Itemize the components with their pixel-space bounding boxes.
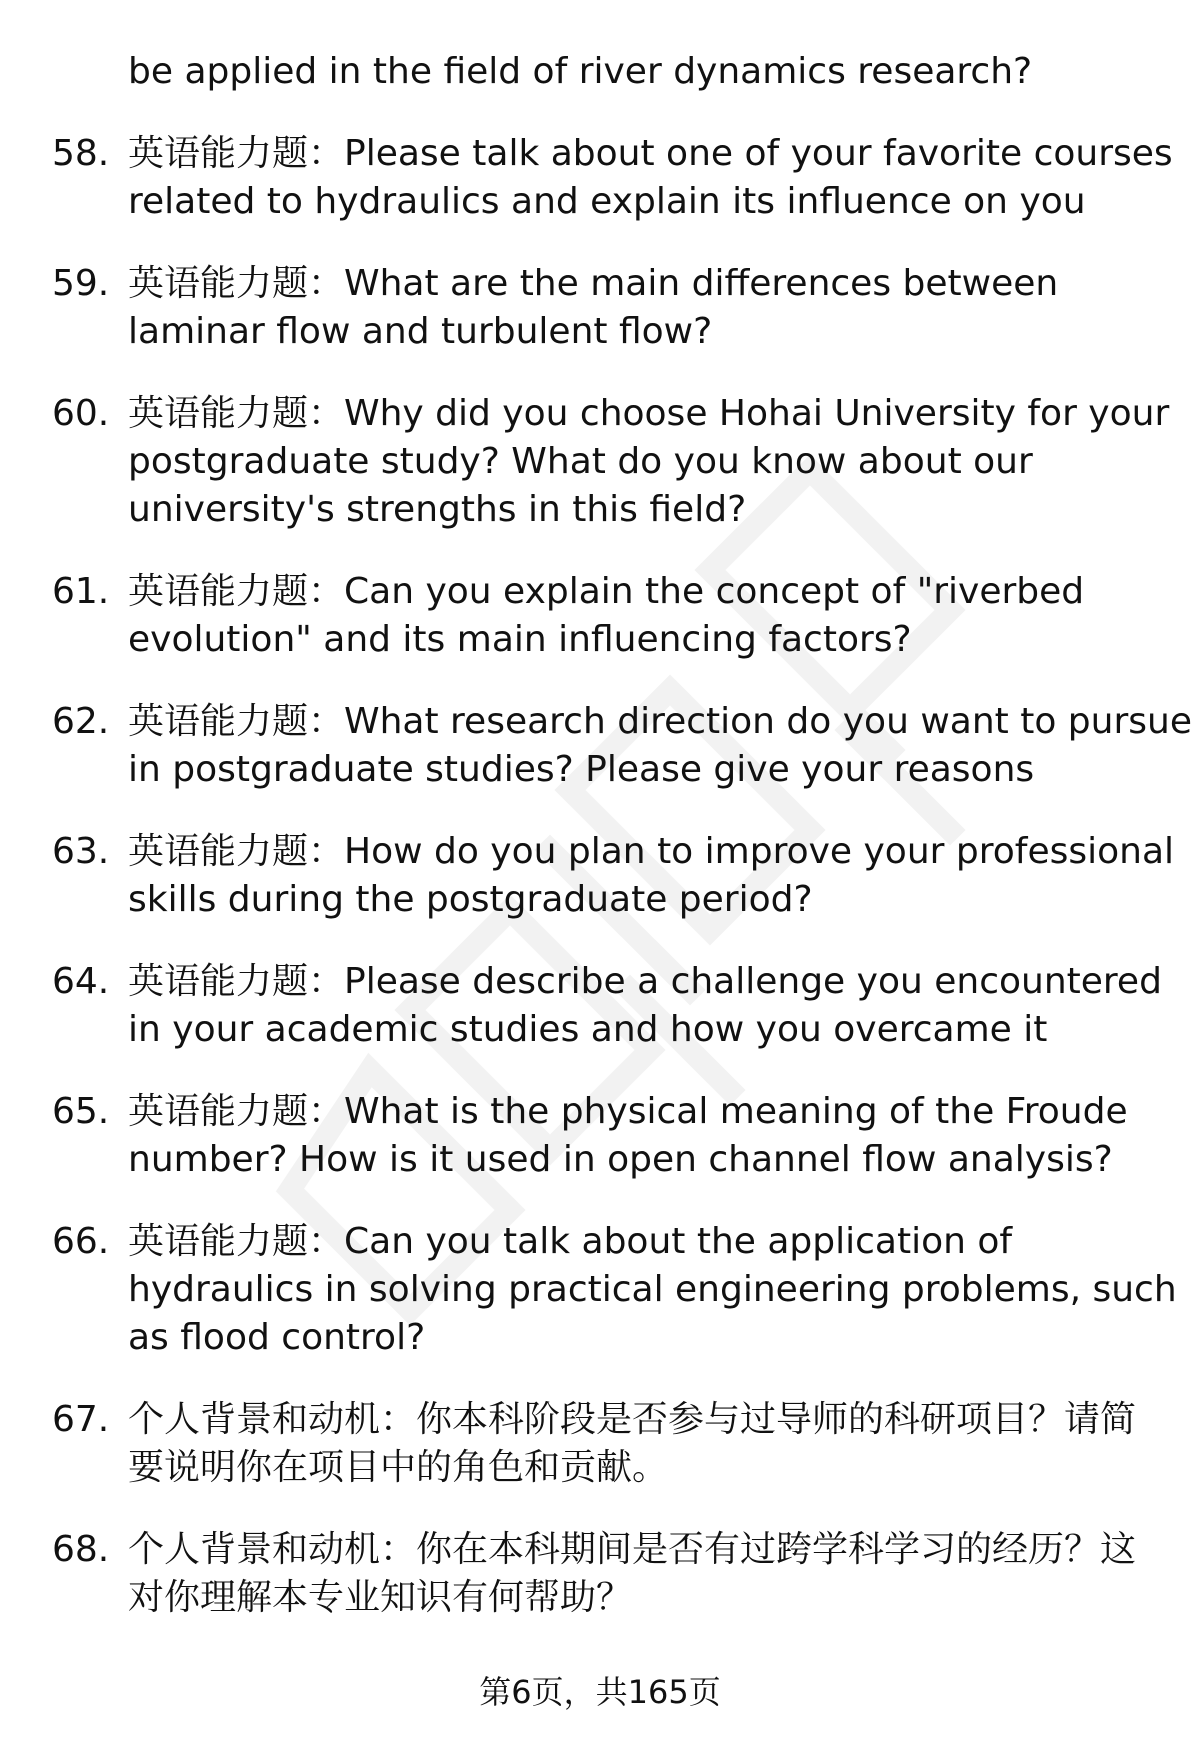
question-text xyxy=(128,260,1188,356)
question-item xyxy=(0,1526,1200,1622)
question-line: 英语能力题：Please describe a challenge you encountered xyxy=(128,961,1162,1002)
question-number: 68. xyxy=(52,1529,110,1570)
question-item xyxy=(0,958,1200,1054)
question-line: 要说明你在项目中的角色和贡献。 xyxy=(128,1447,669,1488)
question-line: postgraduate study? What do you know about our xyxy=(128,441,1033,482)
question-item xyxy=(0,1218,1200,1362)
question-list xyxy=(0,48,1200,1622)
question-line: 英语能力题：Can you talk about the application of xyxy=(128,1221,1013,1262)
question-item xyxy=(0,698,1200,794)
question-number: 64. xyxy=(52,961,110,1002)
question-line: 对你理解本专业知识有何帮助？ xyxy=(128,1577,633,1618)
question-text xyxy=(128,1218,1188,1362)
question-item xyxy=(0,1088,1200,1184)
question-item xyxy=(0,260,1200,356)
question-line: university's strengths in this field? xyxy=(128,489,747,530)
question-line: 英语能力题：How do you plan to improve your professional xyxy=(128,831,1175,872)
question-text xyxy=(128,1396,1188,1492)
question-line: 英语能力题：What research direction do you want to pursue xyxy=(128,701,1192,742)
question-item xyxy=(0,1396,1200,1492)
question-line: 英语能力题：Why did you choose Hohai University for your xyxy=(128,393,1170,434)
page-footer: 第6页，共165页 xyxy=(479,1673,721,1711)
question-line: in postgraduate studies? Please give your reasons xyxy=(128,749,1035,790)
question-number: 65. xyxy=(52,1091,110,1132)
question-line: related to hydraulics and explain its influence on you xyxy=(128,181,1086,222)
question-text xyxy=(128,1088,1188,1184)
continued-question-text: be applied in the field of river dynamics research? xyxy=(128,51,1033,92)
question-text xyxy=(128,958,1188,1054)
question-text xyxy=(128,698,1192,794)
question-line: skills during the postgraduate period? xyxy=(128,879,813,920)
question-line: evolution" and its main influencing factors? xyxy=(128,619,912,660)
question-number: 59. xyxy=(52,263,110,304)
question-line: as flood control? xyxy=(128,1317,426,1358)
question-item xyxy=(0,828,1200,924)
question-line: hydraulics in solving practical engineering problems, such xyxy=(128,1269,1177,1310)
question-text xyxy=(128,1526,1188,1622)
question-line: 英语能力题：What is the physical meaning of the Froude xyxy=(128,1091,1128,1132)
question-number: 61. xyxy=(52,571,110,612)
question-text xyxy=(128,828,1188,924)
question-number: 60. xyxy=(52,393,110,434)
question-number: 58. xyxy=(52,133,110,174)
question-number: 62. xyxy=(52,701,110,742)
question-text xyxy=(128,568,1188,664)
question-line: laminar flow and turbulent flow? xyxy=(128,311,713,352)
question-line: 英语能力题：Can you explain the concept of "riverbed xyxy=(128,571,1085,612)
question-item xyxy=(0,568,1200,664)
question-number: 67. xyxy=(52,1399,110,1440)
question-item xyxy=(0,130,1200,226)
question-text xyxy=(128,130,1188,226)
question-number: 66. xyxy=(52,1221,110,1262)
question-line: 个人背景和动机：你本科阶段是否参与过导师的科研项目？请简 xyxy=(128,1399,1137,1440)
question-line: 英语能力题：Please talk about one of your favorite courses xyxy=(128,133,1173,174)
question-line: 英语能力题：What are the main differences between xyxy=(128,263,1059,304)
question-line: in your academic studies and how you overcame it xyxy=(128,1009,1048,1050)
question-line: number? How is it used in open channel flow analysis? xyxy=(128,1139,1113,1180)
question-number: 63. xyxy=(52,831,110,872)
question-item xyxy=(0,390,1200,534)
question-text xyxy=(128,390,1188,534)
question-line: 个人背景和动机：你在本科期间是否有过跨学科学习的经历？这 xyxy=(128,1529,1137,1570)
